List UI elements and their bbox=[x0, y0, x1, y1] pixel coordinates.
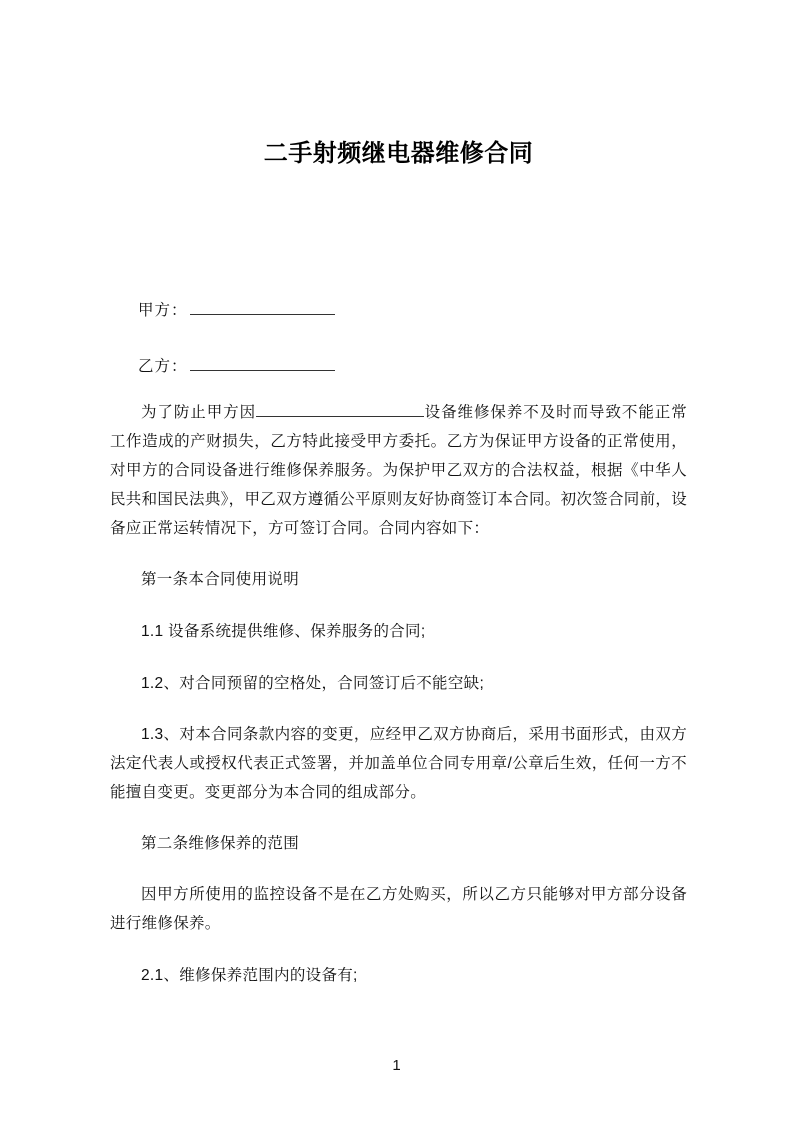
party-b-blank-field[interactable] bbox=[190, 355, 335, 371]
intro-text-before-blank: 为了防止甲方因 bbox=[141, 404, 257, 421]
intro-text-after-blank: 设备维修保养不及时而导致不能正常工作造成的产财损失，乙方特此接受甲方委托。乙方为保证甲方设备的正常使用，对甲方的合同设备进行维修保养服务。为保护甲乙双方的合法权益，根据《中华人民共和国民法典》，甲乙双方遵循公平原则友好协商签订本合同。初次签合同前，设备应正常运转情况下，方可签订合同。合同内容如下： bbox=[110, 404, 687, 537]
clause-1-1: 1.1 设备系统提供维修、保养服务的合同; bbox=[141, 623, 426, 640]
page-number: 1 bbox=[392, 1057, 401, 1074]
clause-2-1: 2.1、维修保养范围内的设备有; bbox=[141, 967, 358, 984]
document-title: 二手射频继电器维修合同 bbox=[263, 140, 534, 167]
section-2-intro: 因甲方所使用的监控设备不是在乙方处购买，所以乙方只能够对甲方部分设备进行维修保养。 bbox=[110, 886, 687, 932]
party-a-blank-field[interactable] bbox=[190, 299, 335, 315]
section-1-heading: 第一条本合同使用说明 bbox=[141, 571, 300, 588]
party-b-label: 乙方： bbox=[138, 358, 188, 375]
intro-paragraph bbox=[110, 398, 687, 543]
section-2-heading: 第二条维修保养的范围 bbox=[141, 835, 300, 852]
clause-1-3: 1.3、对本合同条款内容的变更，应经甲乙双方协商后，采用书面形式，由双方法定代表人或授权代表正式签署，并加盖单位合同专用章/公章后生效，任何一方不能擅自变更。变更部分为本合同的组成部分。 bbox=[110, 726, 687, 801]
party-a-line bbox=[110, 296, 687, 326]
intro-blank-field[interactable] bbox=[256, 401, 424, 417]
clause-1-2: 1.2、对合同预留的空格处，合同签订后不能空缺; bbox=[141, 675, 485, 692]
party-a-label: 甲方： bbox=[138, 302, 188, 319]
party-b-line bbox=[110, 352, 687, 382]
